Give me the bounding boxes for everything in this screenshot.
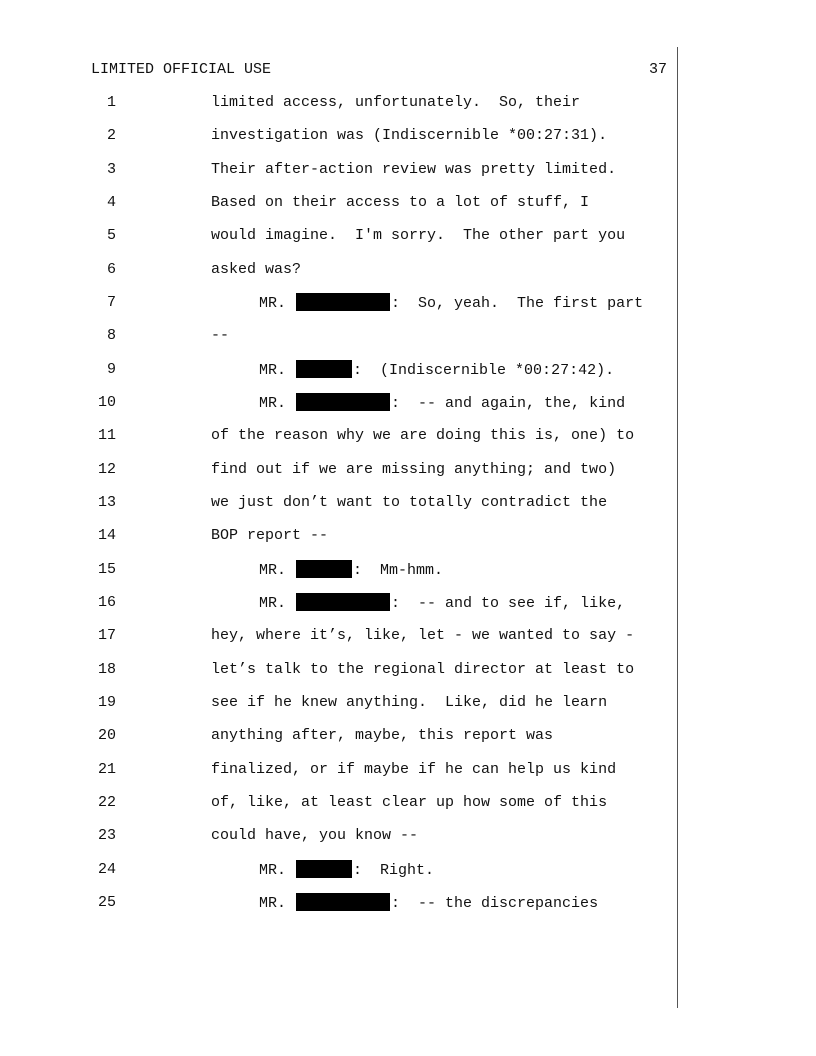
line-text: could have, you know -- [211,827,419,844]
transcript-line [0,560,816,580]
transcript-line [0,726,816,746]
line-number: 4 [106,194,116,211]
transcript-line [0,793,816,813]
line-number: 7 [106,294,116,311]
line-text: anything after, maybe, this report was [211,727,554,744]
transcript-line [0,493,816,513]
line-text: we just don’t want to totally contradict the [211,494,608,511]
redaction-box [296,560,352,578]
transcript-line [0,293,816,313]
line-number: 16 [97,594,116,611]
transcript-line [0,193,816,213]
line-text: see if he knew anything. Like, did he learn [211,694,608,711]
speech-text: : So, yeah. The first part [391,295,644,312]
speaker-prefix: MR. [259,862,287,879]
line-number: 12 [97,461,116,478]
speaker-prefix: MR. [259,395,287,412]
line-number: 1 [106,94,116,111]
line-text: find out if we are missing anything; and two) [211,461,617,478]
line-text: asked was? [211,261,302,278]
transcript-line [0,760,816,780]
line-number: 2 [106,127,116,144]
redaction-box [296,593,390,611]
line-text: Based on their access to a lot of stuff, I [211,194,590,211]
line-number: 6 [106,261,116,278]
speech-text: : Mm-hmm. [353,562,444,579]
line-number: 17 [97,627,116,644]
transcript-line [0,393,816,413]
transcript-line [0,660,816,680]
speaker-line [259,893,598,914]
transcript-line [0,693,816,713]
speaker-line [259,860,434,881]
line-text: of the reason why we are doing this is, one) to [211,427,635,444]
line-number: 3 [106,161,116,178]
speaker-prefix: MR. [259,595,287,612]
redaction-box [296,360,352,378]
transcript-line [0,460,816,480]
speech-text: : -- and again, the, kind [391,395,626,412]
speech-text: : Right. [353,862,435,879]
line-text: let’s talk to the regional director at least to [211,661,635,678]
line-number: 21 [97,761,116,778]
speaker-line [259,593,625,614]
redaction-box [296,893,390,911]
speech-text: : -- and to see if, like, [391,595,626,612]
line-number: 18 [97,661,116,678]
speaker-line [259,360,614,381]
transcript-line [0,160,816,180]
line-number: 9 [106,361,116,378]
transcript-line [0,526,816,546]
transcript-line [0,93,816,113]
speaker-prefix: MR. [259,362,287,379]
speech-text: : -- the discrepancies [391,895,599,912]
transcript-line [0,360,816,380]
line-number: 22 [97,794,116,811]
speaker-line [259,393,625,414]
line-text: Their after-action review was pretty limited. [211,161,617,178]
header-classification: LIMITED OFFICIAL USE [91,61,272,78]
line-text: hey, where it’s, like, let - we wanted to say - [211,627,635,644]
line-text: BOP report -- [211,527,329,544]
line-text: -- [211,327,230,344]
transcript-line [0,593,816,613]
transcript-line [0,260,816,280]
line-number: 13 [97,494,116,511]
line-number: 25 [97,894,116,911]
redaction-box [296,293,390,311]
line-number: 15 [97,561,116,578]
speaker-prefix: MR. [259,562,287,579]
line-number: 5 [106,227,116,244]
speech-text: : (Indiscernible *00:27:42). [353,362,615,379]
speaker-line [259,293,643,314]
line-number: 14 [97,527,116,544]
transcript-line [0,326,816,346]
line-number: 11 [97,427,116,444]
line-number: 24 [97,861,116,878]
transcript-line [0,126,816,146]
transcript-line [0,826,816,846]
redaction-box [296,393,390,411]
line-number: 19 [97,694,116,711]
speaker-prefix: MR. [259,895,287,912]
transcript-line [0,426,816,446]
line-text: would imagine. I'm sorry. The other part you [211,227,626,244]
speaker-prefix: MR. [259,295,287,312]
line-number: 10 [97,394,116,411]
transcript-line [0,626,816,646]
line-number: 8 [106,327,116,344]
line-text: of, like, at least clear up how some of this [211,794,608,811]
redaction-box [296,860,352,878]
line-text: limited access, unfortunately. So, their [211,94,581,111]
transcript-line [0,893,816,913]
transcript-line [0,860,816,880]
page-number: 37 [648,61,667,78]
line-text: finalized, or if maybe if he can help us kind [211,761,617,778]
line-number: 23 [97,827,116,844]
line-number: 20 [97,727,116,744]
speaker-line [259,560,443,581]
line-text: investigation was (Indiscernible *00:27:31). [211,127,608,144]
transcript-line [0,226,816,246]
